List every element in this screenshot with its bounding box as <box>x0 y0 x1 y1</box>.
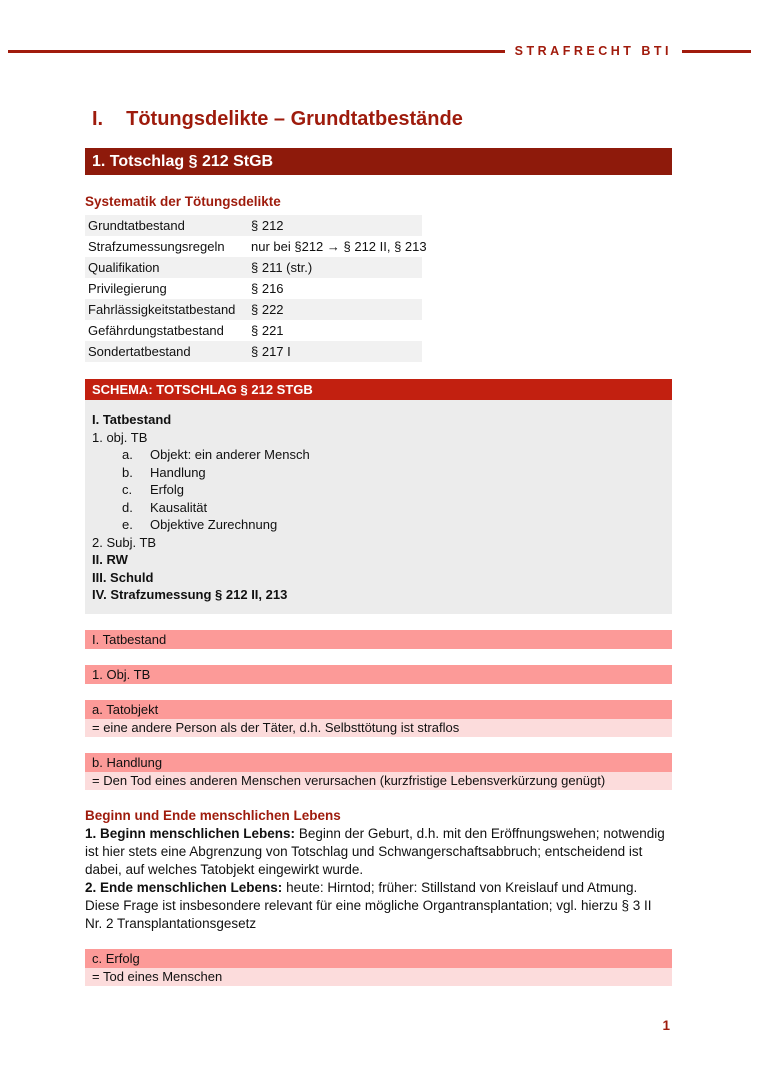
prose-heading: Beginn und Ende menschlichen Lebens <box>85 807 341 823</box>
pink-section-definition: = Den Tod eines anderen Menschen verursachen (kurzfristige Lebensverkürzung genügt) <box>85 772 672 790</box>
prose-paragraph <box>85 825 672 933</box>
table-cell-label: Grundtatbestand <box>88 218 185 233</box>
list-marker: a. <box>122 447 133 462</box>
header-rule-right <box>682 50 751 53</box>
pink-section-handlung <box>85 753 672 790</box>
pink-section-erfolg <box>85 949 672 986</box>
table-cell-value: § 211 (str.) <box>251 260 313 275</box>
schema-line: IV. Strafzumessung § 212 II, 213 <box>92 587 288 602</box>
table-cell-value: § 212 <box>251 218 284 233</box>
pink-section-definition: = eine andere Person als der Täter, d.h. Selbsttötung ist straflos <box>85 719 672 737</box>
prose-bold-lead: 1. Beginn menschlichen Lebens: <box>85 825 296 841</box>
table-cell-value: § 221 <box>251 323 284 338</box>
schema-box <box>85 379 672 614</box>
page-number: 1 <box>662 1018 670 1033</box>
table-cell-label: Privilegierung <box>88 281 167 296</box>
schema-header: SCHEMA: TOTSCHLAG § 212 STGB <box>85 379 672 400</box>
list-text: Objektive Zurechnung <box>150 517 278 532</box>
list-text: Kausalität <box>150 499 208 515</box>
schema-line: 2. Subj. TB <box>92 534 157 550</box>
running-head: STRAFRECHT BTI <box>514 44 672 58</box>
table-cell-label: Gefährdungstatbestand <box>88 323 224 338</box>
table-row <box>85 236 427 257</box>
systematik-heading: Systematik der Tötungsdelikte <box>85 194 281 209</box>
prose-bold-lead: 2. Ende menschlichen Lebens: <box>85 879 283 895</box>
chapter-numeral: I. <box>92 108 104 130</box>
table-cell-label: Strafzumessungsregeln <box>88 239 225 254</box>
prose-text: heute: Hirntod; früher: Stillstand von Kreislauf und Atmung. Diese Frage ist insbesondere relevant für eine mögliche Organtransplantation; vgl. hierzu § 3 II Nr. 2 Transplantationsgesetz <box>85 879 652 931</box>
schema-line: I. Tatbestand <box>92 412 172 427</box>
pink-section-header: b. Handlung <box>85 753 672 772</box>
schema-list-item <box>92 481 664 499</box>
header-rule-left <box>8 50 505 53</box>
chapter-title-text: Tötungsdelikte – Grundtatbestände <box>126 108 463 130</box>
pink-section-header: I. Tatbestand <box>85 630 672 649</box>
table-cell-value: § 222 <box>251 302 284 317</box>
table-row <box>85 341 422 362</box>
table-cell-value: § 217 I <box>251 344 291 359</box>
schema-line: II. RW <box>92 552 128 567</box>
page-header <box>8 44 751 58</box>
schema-list-item <box>92 446 664 464</box>
schema-list-item <box>92 464 664 482</box>
table-row <box>85 320 422 341</box>
table-row <box>85 257 422 278</box>
pink-section-header: 1. Obj. TB <box>85 665 672 684</box>
list-marker: b. <box>122 464 133 480</box>
list-text: Erfolg <box>150 482 184 497</box>
list-text: Handlung <box>150 464 206 480</box>
pink-section-obj-tb <box>85 665 672 684</box>
table-row <box>85 215 422 236</box>
pink-section-header: a. Tatobjekt <box>85 700 672 719</box>
page-content <box>85 100 672 986</box>
table-row <box>85 278 422 299</box>
list-marker: d. <box>122 499 133 515</box>
schema-list-item <box>92 516 664 534</box>
table-cell-label: Sondertatbestand <box>88 344 191 359</box>
list-text: Objekt: ein anderer Mensch <box>150 447 310 462</box>
table-cell-label: Fahrlässigkeitstatbestand <box>88 302 236 317</box>
pink-section-tatbestand <box>85 630 672 649</box>
schema-list-item <box>92 499 664 517</box>
chapter-title <box>92 108 672 131</box>
systematik-table <box>85 215 427 362</box>
table-cell-value: § 216 <box>251 281 284 296</box>
table-row <box>85 299 422 320</box>
schema-line: 1. obj. TB <box>92 429 148 445</box>
pink-section-tatobjekt <box>85 700 672 737</box>
pink-section-definition: = Tod eines Menschen <box>85 968 672 986</box>
table-cell-label: Qualifikation <box>88 260 160 275</box>
schema-line: III. Schuld <box>92 569 154 585</box>
list-marker: e. <box>122 517 133 532</box>
section-banner: 1. Totschlag § 212 StGB <box>85 148 672 175</box>
table-cell-value: nur bei §212 → § 212 II, § 213 <box>251 239 427 254</box>
prose-text: Beginn der Geburt, d.h. mit den Eröffnungswehen; notwendig ist hier stets eine Abgrenzung von Totschlag und Schwangerschaftsabbruch; entscheidend ist dabei, auf welches Tatobjekt eingewirkt wurde. <box>85 825 665 877</box>
pink-section-header: c. Erfolg <box>85 949 672 968</box>
schema-body <box>85 400 672 614</box>
list-marker: c. <box>122 482 133 497</box>
